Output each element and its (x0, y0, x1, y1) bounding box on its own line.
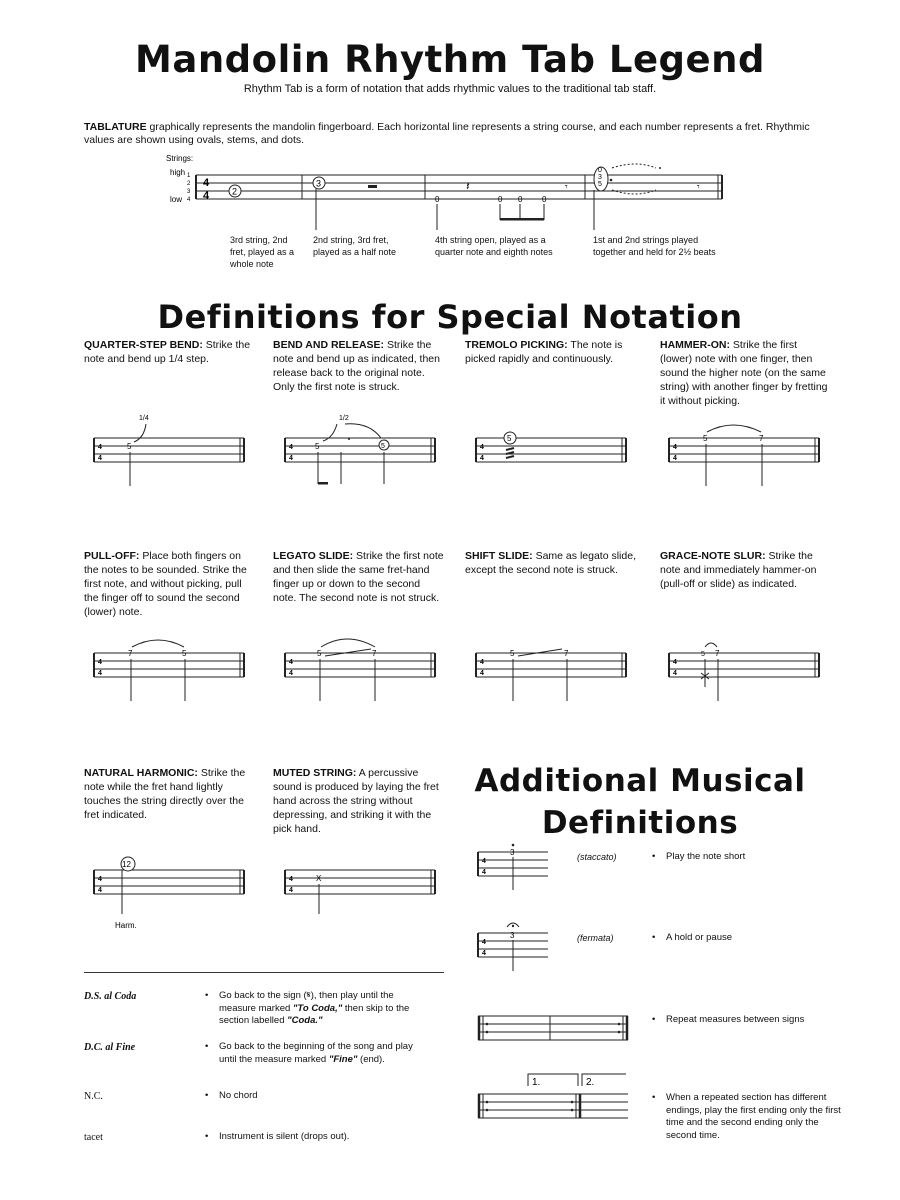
note-m4a: 3 (598, 174, 602, 181)
staccato-desc (652, 851, 745, 864)
fret: 7 (564, 649, 569, 658)
svg-text:4: 4 (289, 887, 293, 894)
note-m1: 2 (232, 186, 238, 197)
svg-text:4: 4 (98, 876, 102, 883)
svg-text:4: 4 (482, 950, 486, 957)
string-number-3: 3 (187, 189, 191, 195)
def-term: PULL-OFF: (84, 550, 140, 562)
fret: 5 (182, 649, 187, 658)
svg-text:4: 4 (289, 444, 293, 451)
svg-text:4: 4 (480, 670, 484, 677)
desc-text: (end). (357, 1053, 385, 1065)
direction-term-nc: N.C. (84, 1091, 103, 1102)
string-number-2: 2 (187, 181, 191, 187)
def-legato-slide (273, 549, 445, 605)
def-shift-slide (465, 549, 637, 577)
staff-repeat (478, 1012, 638, 1052)
svg-text:𝄾: 𝄾 (565, 182, 568, 193)
def-text: Place both fingers on the notes to be sounded. Strike the first note, and without picking, pull the finger off to sound the second (lower) note. (84, 550, 247, 618)
def-text: Strike the note and bend up as indicated, then release back to the original note. Only the first note is struck. (273, 339, 440, 393)
fret: 5 (127, 442, 132, 451)
def-text: Strike the note and bend up 1/4 step. (84, 339, 251, 365)
low-label: low (170, 195, 183, 204)
def-text: Strike the first note and then slide the same fret-hand finger up or down to the second note. The second note is not struck. (273, 550, 444, 604)
staff-grace-note-slur (669, 623, 829, 703)
high-label: high (170, 168, 186, 177)
tab-caption-4: 1st and 2nd strings played together and held for 2½ beats (593, 235, 716, 257)
repeat-desc (652, 1014, 804, 1027)
svg-text:4: 4 (482, 858, 486, 865)
staff-shift-slide (476, 623, 636, 703)
svg-text:4: 4 (289, 455, 293, 462)
staff-staccato (478, 836, 558, 896)
def-hammer-on (660, 338, 832, 408)
staff-bend-and-release (285, 408, 445, 488)
svg-text:4: 4 (289, 659, 293, 666)
svg-text:4: 4 (673, 659, 677, 666)
def-bend-and-release (273, 338, 445, 394)
desc-emphasis: "Fine" (328, 1053, 358, 1065)
bullet: • (205, 1131, 209, 1142)
staff-fermata (478, 917, 558, 977)
fret: 7 (759, 434, 764, 443)
bullet: • (652, 932, 656, 943)
desc-text: Play the note short (666, 851, 746, 862)
def-natural-harmonic (84, 766, 256, 822)
fret: 5 (381, 443, 385, 450)
fret: 5 (317, 649, 322, 658)
svg-text:4: 4 (98, 887, 102, 894)
bend-label: 1/2 (339, 415, 349, 422)
bullet: • (205, 1090, 209, 1101)
staff-legato-slide (285, 623, 445, 703)
fret: 5 (510, 649, 515, 658)
desc-text: A hold or pause (666, 932, 733, 943)
ending-1: 1. (532, 1077, 541, 1088)
staff-quarter-step-bend (94, 408, 254, 488)
direction-desc-ds (205, 990, 415, 1028)
svg-text:𝄾: 𝄾 (697, 182, 700, 193)
desc-emphasis: "Coda." (287, 1015, 323, 1026)
def-muted-string (273, 766, 445, 836)
page-subtitle: Rhythm Tab is a form of notation that adds rhythmic values to the traditional tab staff. (243, 83, 657, 95)
harmonic-label: Harm. (115, 921, 137, 930)
note-m3c: 0 (498, 195, 503, 204)
staff-endings (478, 1070, 638, 1130)
section-title-line: Definitions (541, 805, 739, 841)
def-grace-note-slur (660, 549, 832, 591)
string-number-4: 4 (187, 197, 191, 203)
def-term: QUARTER-STEP BEND: (84, 339, 203, 351)
tab-caption-1: 3rd string, 2nd fret, played as a whole note (230, 235, 295, 269)
tablature-example-staff (0, 150, 900, 280)
def-term: TREMOLO PICKING: (465, 339, 568, 351)
def-term: GRACE-NOTE SLUR: (660, 550, 766, 562)
staff-pull-off (94, 623, 254, 703)
quarter-rest-icon: 𝄽 (466, 179, 470, 193)
svg-text:4: 4 (480, 659, 484, 666)
fret: 5 (701, 651, 705, 658)
def-term: SHIFT SLIDE: (465, 550, 533, 562)
bullet: • (652, 1014, 656, 1025)
def-pull-off (84, 549, 256, 619)
desc-text: Instrument is silent (drops out). (219, 1131, 350, 1142)
tablature-term: TABLATURE (84, 121, 147, 133)
endings-desc (652, 1092, 842, 1142)
staff-hammer-on (669, 408, 829, 488)
fermata-desc (652, 932, 732, 945)
staff-tremolo-picking (476, 408, 636, 488)
time-sig-bottom: 4 (203, 190, 210, 202)
svg-text:4: 4 (480, 455, 484, 462)
note-m2: 3 (316, 178, 322, 189)
staff-muted-string (285, 840, 445, 920)
fret: 12 (122, 860, 131, 869)
svg-text:4: 4 (289, 876, 293, 883)
desc-text: Repeat measures between signs (666, 1014, 805, 1025)
direction-term-ds: D.S. al Coda (84, 991, 137, 1002)
direction-term-tacet: tacet (84, 1132, 103, 1143)
tablature-intro (84, 121, 824, 147)
fret: 7 (372, 649, 377, 658)
bullet: • (205, 990, 209, 1001)
def-term: MUTED STRING: (273, 767, 357, 779)
bullet: • (205, 1041, 209, 1052)
svg-text:4: 4 (482, 939, 486, 946)
tab-caption-2: 2nd string, 3rd fret, played as a half note (313, 235, 397, 257)
fret: 7 (128, 649, 133, 658)
def-term: BEND AND RELEASE: (273, 339, 385, 351)
svg-text:4: 4 (98, 659, 102, 666)
def-term: LEGATO SLIDE: (273, 550, 354, 562)
page-title: Mandolin Rhythm Tab Legend (135, 38, 765, 81)
direction-desc-dc (205, 1041, 415, 1066)
fret: X (316, 874, 322, 883)
bend-label: 1/4 (139, 415, 149, 422)
staff-natural-harmonic (94, 840, 254, 940)
tablature-text: graphically represents the mandolin fingerboard. Each horizontal line represents a string course, and each number represents a fret. Rhythmic values are shown using ovals, stems, and dots. (84, 121, 810, 146)
direction-desc-nc (205, 1090, 415, 1103)
desc-text: No chord (219, 1090, 258, 1101)
def-term: NATURAL HARMONIC: (84, 767, 198, 779)
note-m4c: 0 (598, 167, 602, 174)
divider (84, 972, 444, 973)
desc-text: When a repeated section has different endings, play the first ending only the first time and the second ending only the second time. (666, 1092, 841, 1141)
svg-text:4: 4 (482, 869, 486, 876)
svg-text:4: 4 (673, 455, 677, 462)
time-sig-top: 4 (203, 177, 210, 189)
section-title-line: Additional Musical (474, 763, 806, 799)
fret: 5 (315, 442, 320, 451)
string-number-1: 1 (187, 173, 191, 179)
svg-text:4: 4 (98, 444, 102, 451)
fret: 7 (715, 649, 720, 658)
bullet: • (652, 1092, 656, 1103)
direction-desc-tacet (205, 1131, 415, 1144)
direction-term-dc: D.C. al Fine (84, 1042, 136, 1053)
def-term: HAMMER-ON: (660, 339, 730, 351)
svg-text:4: 4 (98, 670, 102, 677)
section-title-special-notation: Definitions for Special Notation (157, 298, 743, 336)
def-text: Same as legato slide, except the second note is struck. (465, 550, 636, 576)
svg-text:4: 4 (480, 444, 484, 451)
tab-caption-3: 4th string open, played as a quarter note and eighth notes (435, 235, 553, 257)
desc-text: then skip to the section labelled (219, 1002, 410, 1026)
def-text: Strike the note and immediately hammer-on (pull-off or slide) as indicated. (660, 550, 817, 590)
desc-text: Go back to the sign (𝄋), then play until the measure marked (219, 990, 394, 1014)
svg-text:4: 4 (289, 670, 293, 677)
def-text: A percussive sound is produced by laying the fret hand across the string without depressing, and striking it with the pick hand. (273, 767, 439, 835)
def-text: The note is picked rapidly and continuously. (465, 339, 623, 365)
staccato-label: (staccato) (577, 852, 617, 862)
def-text: Strike the first (lower) note with one finger, then sound the higher note (on the same string) with another finger by fretting it without picking. (660, 339, 828, 407)
note-m3d: 0 (518, 195, 523, 204)
strings-label: Strings: (166, 154, 194, 163)
def-quarter-step-bend (84, 338, 256, 366)
fret: 5 (507, 434, 512, 443)
desc-text: Go back to the beginning of the song and play until the measure marked (219, 1041, 413, 1065)
svg-text:4: 4 (673, 444, 677, 451)
desc-emphasis: "To Coda," (292, 1002, 343, 1014)
svg-text:4: 4 (98, 455, 102, 462)
section-title-additional-definitions (470, 760, 810, 844)
def-tremolo-picking (465, 338, 637, 366)
fermata-label: (fermata) (577, 933, 614, 943)
svg-text:4: 4 (673, 670, 677, 677)
note-m3e: 0 (542, 195, 547, 204)
bullet: • (652, 851, 656, 862)
ending-2: 2. (586, 1077, 595, 1088)
fret: 3 (510, 848, 515, 857)
note-m4b: 5 (598, 181, 602, 188)
fret: 3 (510, 931, 515, 940)
def-text: Strike the note while the fret hand lightly touches the string directly over the fret indicated. (84, 767, 246, 821)
note-m3a: 0 (435, 195, 440, 204)
fret: 5 (703, 434, 708, 443)
